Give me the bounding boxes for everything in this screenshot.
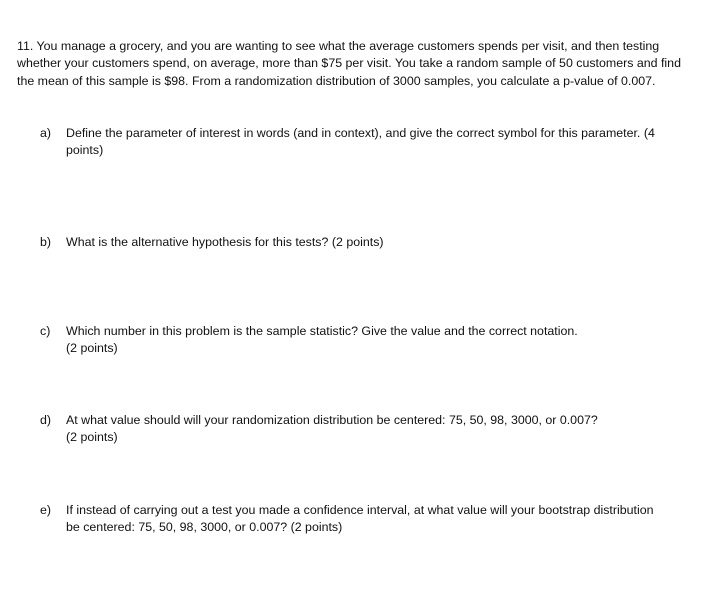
- part-a-points: (4 points): [66, 126, 655, 158]
- question-11: [17, 38, 689, 90]
- part-b-prompt: [66, 234, 670, 251]
- part-d: [40, 412, 670, 447]
- part-d-points: (2 points): [66, 430, 118, 445]
- part-a: [40, 125, 670, 160]
- part-d-text: At what value should will your randomization distribution be centered: 75, 50, 98, 3000, or 0.007?: [66, 413, 598, 427]
- part-e-points: (2 points): [290, 520, 343, 535]
- question-text: You manage a grocery, and you are wanting to see what the average customers spends per visit, and then testing whether your customers spend, on average, more than $75 per visit. You take a random sample of 50 customers and find the mean of this sample is $98. From a randomization distribution of 3000 samples, you calculate a p-value of 0.007.: [17, 39, 681, 88]
- part-a-prompt: [66, 125, 670, 160]
- part-e-prompt: [66, 502, 670, 537]
- part-c-text: Which number in this problem is the sample statistic? Give the value and the correct notation.: [66, 324, 578, 338]
- part-b-text: What is the alternative hypothesis for this tests?: [66, 235, 329, 249]
- part-a-label: a): [40, 126, 52, 140]
- part-c-prompt: [66, 323, 670, 358]
- part-c-label: c): [40, 324, 51, 338]
- part-e-text: If instead of carrying out a test you made a confidence interval, at what value will your bootstrap distribution be centered: 75, 50, 98, 3000, or 0.007?: [66, 503, 654, 535]
- part-b: [40, 234, 670, 251]
- part-d-label: d): [40, 413, 52, 427]
- part-b-points: (2 points): [331, 235, 384, 249]
- part-c: [40, 323, 670, 358]
- part-e-label: e): [40, 503, 52, 517]
- part-a-text: Define the parameter of interest in words (and in context), and give the correct symbol for this parameter.: [66, 126, 641, 140]
- part-c-points: (2 points): [66, 341, 118, 356]
- question-number: 11.: [17, 39, 34, 53]
- part-b-label: b): [40, 235, 52, 249]
- part-e: [40, 502, 670, 537]
- part-d-prompt: [66, 412, 670, 447]
